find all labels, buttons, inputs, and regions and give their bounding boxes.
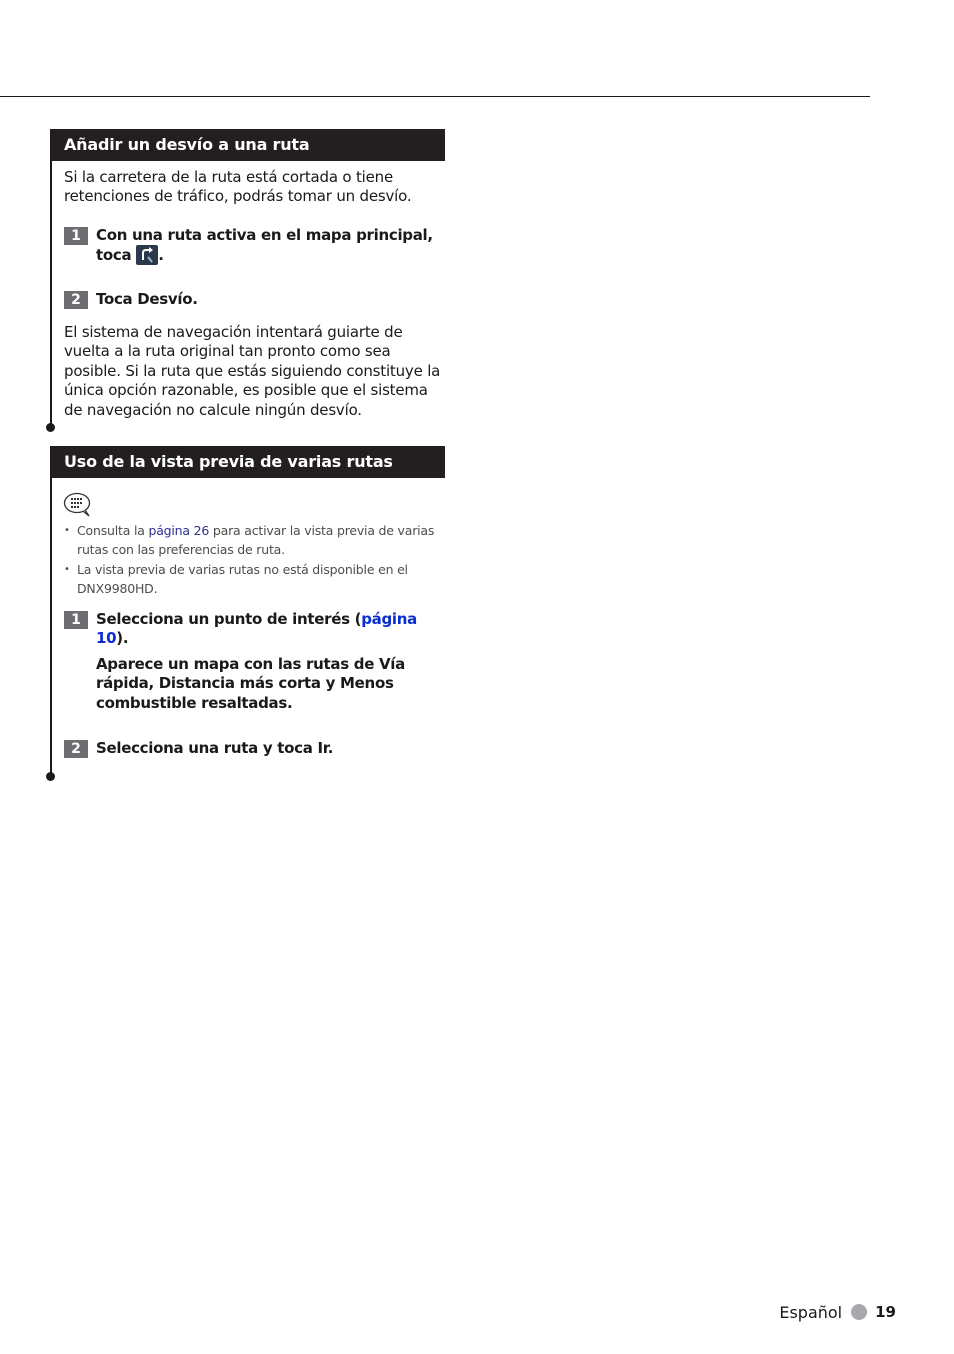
section-1-body: El sistema de navegación intentará guiarte de vuelta a la ruta original tan pronto como sea posible. Si la ruta que estás siguiendo constituye la única opción razonable, es posible que el sistema de navegación no calcule ningún desvío. [64, 323, 441, 419]
step-2-text: Selecciona una ruta y toca Ir. [96, 739, 334, 757]
step-1-text: Con una ruta activa en el mapa principal, toca [96, 226, 433, 265]
section-1-title: Añadir un desvío a una ruta [51, 129, 445, 161]
note-icon [63, 492, 93, 518]
step-number-badge: 1 [64, 227, 88, 245]
step-1-text: Selecciona un punto de interés ( [96, 610, 362, 628]
step-1-result-text: Aparece un mapa con las rutas de Vía rápida, Distancia más corta y Menos combustible resaltadas. [96, 655, 405, 712]
step-number-badge: 1 [64, 611, 88, 629]
note-list [64, 521, 444, 598]
note-item: • Consulta la página 26 para activar la vista previa de varias rutas con las preferencias de ruta. [64, 521, 444, 559]
step-number-badge: 2 [64, 740, 88, 758]
section-2-step-1-result [64, 655, 444, 713]
section-2-step-2 [64, 739, 444, 758]
page-26-link[interactable]: página 26 [148, 523, 210, 538]
section-1-step-1 [64, 226, 444, 266]
step-2-text: Toca Desvío. [96, 290, 198, 308]
section-2-end-dot [46, 772, 55, 781]
top-rule [0, 96, 870, 97]
page-10-link[interactable]: página 10 [96, 610, 417, 648]
footer-language: Español [779, 1302, 843, 1322]
page-footer [779, 1300, 896, 1324]
page-number: 19 [875, 1303, 896, 1321]
section-1-intro: Si la carretera de la ruta está cortada o tiene retenciones de tráfico, podrás tomar un desvío. [64, 168, 412, 206]
section-1-end-dot [46, 423, 55, 432]
section-1-side-rule [50, 129, 52, 427]
section-2-side-rule [50, 446, 52, 776]
step-1-text-end: . [158, 246, 164, 265]
section-1-step-2 [64, 290, 444, 309]
note-item: • La vista previa de varias rutas no está disponible en el DNX9980HD. [64, 560, 444, 598]
section-2-step-1: 1 Selecciona un punto de interés (página 10). [64, 610, 444, 649]
step-number-badge: 2 [64, 291, 88, 309]
footer-circle-icon [851, 1304, 867, 1320]
detour-icon [136, 245, 158, 265]
section-2-title: Uso de la vista previa de varias rutas [51, 446, 445, 478]
